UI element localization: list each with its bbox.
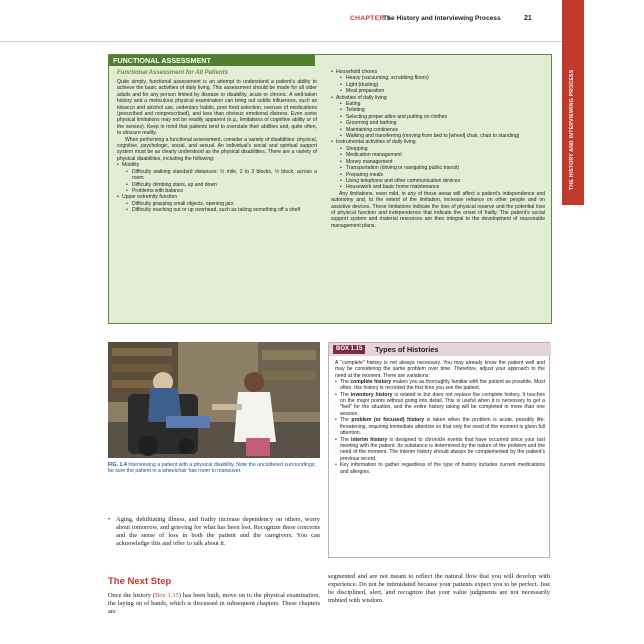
box-badge: BOX 1.15 bbox=[333, 345, 365, 354]
list-item: • Heavy (vacuuming, scrubbing floors) bbox=[340, 75, 545, 81]
list-item: • Using telephone and other communication devices bbox=[340, 178, 545, 184]
box-body bbox=[335, 360, 545, 475]
figure-label: FIG. 1.4 bbox=[108, 462, 127, 468]
list-item: • Key information to gather regardless of the type of history includes current medications and allergies. bbox=[335, 462, 545, 475]
list-item: • Upper extremity function • Difficulty grasping small objects, opening jars • Difficulty reaching out or up overhead, such as taking something off a shelf bbox=[117, 194, 317, 213]
fa-paragraph-1: Quite simply, functional assessment is an attempt to understand a patient's ability to achieve the basic activities of daily living. This assessment should be made for all older adults and for any person limited by disease or disability, acute or chronic. A well-taken history and a meticulous physical examination can bring out subtle influences, such as tobacco and alcohol use, sedentary habits, poor food selection, overuse of medications (prescribed and nonprescribed), and less than obvious emotional distress. Even some physical limitations may not be readily apparent (e.g., limitations of cognitive ability or of the senses). Keep in mind that patients tend to overstate their abilities and, quite often, to obscure reality. bbox=[117, 79, 317, 137]
fa-left-list bbox=[117, 162, 317, 213]
figure-photo bbox=[108, 342, 320, 458]
next-step-body: Once the history (Box 1.15) has been built, move on to the physical examination, the laying on of hands, which is discussed in subsequent chapters. These chapters are bbox=[108, 592, 321, 615]
list-item: • Walking and transferring (moving from bed to [wheel] chair, chair to standing) bbox=[340, 133, 545, 139]
functional-assessment-title: FUNCTIONAL ASSESSMENT bbox=[109, 55, 315, 66]
list-item: • Eating bbox=[340, 101, 545, 107]
box-intro: A "complete" history is not always necessary. You may already know the patient well and may be considering the same problem over time. Therefore, adjust your approach to the need at the moment. There are variations: bbox=[335, 360, 545, 379]
list-item: • Medication management bbox=[340, 152, 545, 158]
list-item: • Maintaining continence bbox=[340, 127, 545, 133]
chapter-label: CHAPTER 1 bbox=[350, 15, 391, 22]
list-item: • Instrumental activities of daily living • Shopping • Medication management • Money management • Transportation (driving or navigating public transit) • Preparing meals • Using telephone and other communication devices • Housework and basic home maintenance bbox=[331, 139, 545, 190]
page-number: 21 bbox=[524, 15, 532, 22]
list-item: • Grooming and bathing bbox=[340, 120, 545, 126]
list-item: • Meal preparation bbox=[340, 88, 545, 94]
aging-bullet-text: Aging, debilitating illness, and frailty increase dependency on others, worry about tomorrow, and grieving for what has been lost. Recognize these concerns and the sense of loss in both the patient and the caregivers. You can acknowledge this and offer to talk about it. bbox=[116, 516, 320, 547]
list-item: • Activities of daily living • Eating • Toileting • Selecting proper attire and putting on clothes • Grooming and bathing • Maintaining continence • Walking and transferring (moving from bed to [wheel] chair, chair to standing) bbox=[331, 95, 545, 140]
list-item: • Problems with balance bbox=[126, 188, 317, 194]
functional-assessment-box bbox=[108, 54, 552, 324]
aging-bullet: • Aging, debilitating illness, and frailty increase dependency on others, worry about tomorrow, and grieving for what has been lost. Recognize these concerns and the sense of loss in both the patient and the caregivers. You can acknowledge this and offer to talk about it. bbox=[108, 516, 320, 547]
list-item: • Toileting bbox=[340, 107, 545, 113]
list-item: • Difficulty climbing stairs, up and down bbox=[126, 182, 317, 188]
list-item: • Difficulty grasping small objects, opening jars bbox=[126, 201, 317, 207]
list-item: • The inventory history is related to but does not replace the complete history. It touches on the major points without going into detail. This is useful when it is necessary to get a "feel" for the situation, and the entire history taking will be completed in more than one session. bbox=[335, 392, 545, 417]
box-title: Types of Histories bbox=[375, 345, 439, 354]
patient-interview-illustration bbox=[108, 342, 320, 458]
box-reference-link[interactable]: Box 1.15 bbox=[154, 592, 179, 599]
list-item: • Preparing meals bbox=[340, 172, 545, 178]
fa-right-paragraph: Any limitations, even mild, in any of these areas will affect a patient's independence and autonomy and, to the extent of the limitation, increase reliance on other people and on assistive devices. These limitations indicate the loss of physical reserve and the potential loss of physical function and independence that indicate the onset of frailty. The patient's social support system and material resources are then integral to the development of reasonable management plans. bbox=[331, 190, 545, 229]
section-heading: The Next Step bbox=[108, 576, 172, 587]
list-item: • Difficulty walking standard distances: ½ mile, 2 to 3 blocks, ½ block, across a room bbox=[126, 169, 317, 182]
list-item: • Money management bbox=[340, 159, 545, 165]
figure-caption bbox=[108, 462, 320, 475]
chapter-title: The History and Interviewing Process bbox=[383, 15, 501, 22]
side-tab-label: THE HISTORY AND INTERVIEWING PROCESS bbox=[569, 69, 575, 190]
functional-assessment-subtitle: Functional Assessment for All Patients bbox=[117, 70, 228, 76]
functional-assessment-right-column bbox=[331, 69, 545, 229]
list-item: • Mobility • Difficulty walking standard distances: ½ mile, 2 to 3 blocks, ½ block, across a room • Difficulty climbing stairs, up and down • Problems with balance bbox=[117, 162, 317, 194]
list-item: • Difficulty reaching out or up overhead, such as taking something off a shelf bbox=[126, 207, 317, 213]
list-item: • Transportation (driving or navigating public transit) bbox=[340, 165, 545, 171]
chapter-side-tab bbox=[562, 0, 584, 205]
list-item: • Household chores • Heavy (vacuuming, scrubbing floors) • Light (dusting) • Meal preparation bbox=[331, 69, 545, 95]
fa-right-list bbox=[331, 69, 545, 191]
functional-assessment-left-column bbox=[117, 79, 317, 214]
box-list bbox=[335, 379, 545, 475]
running-header bbox=[0, 0, 562, 42]
list-item: • The complete history makes you as thoroughly familiar with the patient as possible. Most often, this history is recorded the first time you see the patient. bbox=[335, 379, 545, 392]
list-item: • The problem (or focused) history is taken when the problem is acute, possibly life-threatening, requiring immediate attention so that only the need of the moment is given full attention. bbox=[335, 417, 545, 436]
list-item: • The interim history is designed to chronicle events that have occurred since your last meeting with the patient. Its substance is determined by the nature of the problem and the need of the moment. The interim history should always be complemented by the patient's previous record. bbox=[335, 437, 545, 462]
box-header bbox=[329, 343, 551, 356]
figure-caption-text: Interviewing a patient with a physical disability. Note the uncluttered surroundings; be sure the patient in a wheelchair has room to maneuver. bbox=[108, 462, 316, 475]
fa-paragraph-2: When performing a functional assessment, consider a variety of disabilities: physical, cognitive, psychologic, social, and sexual. An individual's social and spiritual support system must be as clearly understood as the physical disabilities. There are a variety of physical disabilities, including the following: bbox=[117, 136, 317, 162]
list-item: • Light (dusting) bbox=[340, 82, 545, 88]
box-types-of-histories bbox=[328, 342, 550, 558]
list-item: • Housework and basic home maintenance bbox=[340, 184, 545, 190]
continued-body-text: segmented and are not meant to reflect the natural flow that you will develop with experience. Do not be intimidated because your patients expect you to be perfect. Just be disciplined, alert, and recognize that your value judgments are not necessarily imbued with wisdom. bbox=[328, 573, 550, 604]
list-item: • Selecting proper attire and putting on clothes bbox=[340, 114, 545, 120]
list-item: • Shopping bbox=[340, 146, 545, 152]
